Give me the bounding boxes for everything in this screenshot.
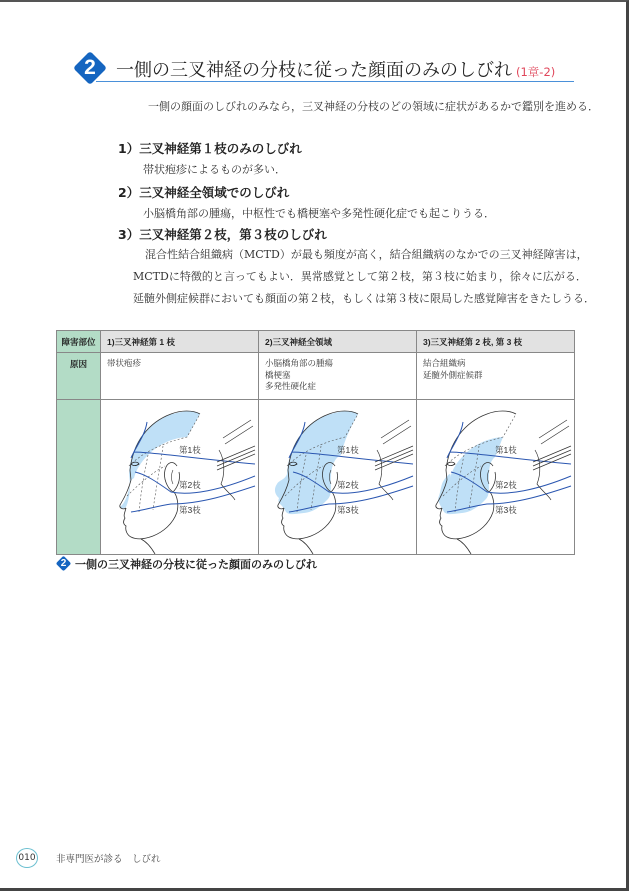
subsection-body-1: 帯状疱疹によるものが多い． [143, 163, 286, 176]
cause-label-cell: 原因 [57, 353, 101, 400]
branch-label-1: 第1枝 [179, 445, 201, 455]
subsection-heading-1: 1）三叉神経第１枝のみのしびれ [118, 141, 302, 156]
column-header-2: 2)三叉神経全領域 [259, 331, 417, 353]
cause-cell-2 [259, 353, 417, 400]
illustration-label-cell [57, 400, 101, 555]
branch-label-3: 第3枝 [495, 505, 517, 515]
subsection-body-3 [133, 244, 595, 310]
jaw-outline [153, 492, 178, 536]
cause-item: 橋梗塞 [265, 369, 291, 380]
caption-text: 一側の三叉神経の分枝に従った顔面のみのしびれ [75, 558, 317, 571]
face-illustration-branch-2-3 [417, 400, 574, 554]
cause-cell-3 [417, 353, 575, 400]
cause-item: 結合組織病 [423, 358, 466, 368]
table-row-illustrations [57, 400, 575, 555]
section-header [74, 54, 574, 84]
header-label-cell: 障害部位 [57, 331, 101, 353]
shaded-area-all-branches [275, 411, 358, 514]
book-title: 非専門医が診る しびれ [56, 854, 161, 865]
dermatome-back [153, 446, 163, 510]
paragraph-line: 混合性結合組織病（MCTD）が最も頻度が高く，結合組織病のなかでの三叉神経障害は， [145, 248, 588, 261]
section-title [116, 56, 555, 82]
column-header-1: 1)三叉神経第 1 枝 [101, 331, 259, 353]
subsection-body-2: 小脳橋角部の腫瘍，中枢性でも橋梗塞や多発性硬化症でも起こりうる． [143, 207, 495, 220]
branch-label-1: 第1枝 [337, 445, 359, 455]
section-number: 2 [84, 56, 96, 79]
column-header-3: 3)三叉神経第 2 枝, 第 3 枝 [417, 331, 575, 353]
shaded-area-branch-1 [120, 411, 200, 508]
neck-outline [141, 539, 155, 554]
cause-item: 小脳橋角部の腫瘍 [265, 358, 334, 368]
neck-outline [299, 539, 313, 554]
illustration-cell-3 [417, 400, 575, 555]
illustration-cell-2 [259, 400, 417, 555]
branch-label-3: 第3枝 [179, 505, 201, 515]
lead-paragraph: 一側の顔面のしびれのみなら，三叉神経の分枝のどの領域に症状があるかで鑑別を進める． [148, 100, 599, 113]
page-number: 010 [16, 848, 38, 868]
cause-item: 帯状疱疹 [107, 358, 142, 368]
ear-outline [164, 463, 179, 492]
table-row-causes [57, 353, 575, 400]
caption-number: 2 [60, 558, 67, 569]
face-illustration-all-branches [259, 400, 416, 554]
paragraph-line: 延髄外側症候群においても顔面の第２枝，もしくは第３枝に限局した感覚障害をきたしうる． [133, 292, 595, 305]
mouth-chin-outline [124, 508, 153, 539]
illustration-cell-1 [101, 400, 259, 555]
table-header-row [57, 331, 575, 353]
neck-outline [457, 539, 471, 554]
branch-label-2: 第2枝 [495, 480, 517, 490]
cause-cell-1 [101, 353, 259, 400]
section-reference: (1章-2) [516, 65, 556, 79]
section-title-text: 一側の三叉神経の分枝に従った顔面のみのしびれ [116, 60, 512, 81]
cause-item: 多発性硬化症 [265, 381, 317, 391]
subsection-heading-3: 3）三叉神経第２枝，第３枝のしびれ [118, 227, 327, 242]
branch-label-2: 第2枝 [179, 480, 201, 490]
cause-item: 延髄外側症候群 [423, 369, 483, 380]
subsection-heading-2: 2）三叉神経全領域でのしびれ [118, 185, 290, 200]
branch-label-1: 第1枝 [495, 445, 517, 455]
ear-inner [172, 470, 174, 484]
paragraph-line: MCTDに特徴的と言ってもよい．異常感覚として第２枝，第３枝に始まり，徐々に広がる． [133, 270, 587, 283]
branch-label-3: 第3枝 [337, 505, 359, 515]
face-illustration-branch-1 [101, 400, 258, 554]
trigeminal-figure-table [56, 330, 575, 555]
branch-label-2: 第2枝 [337, 480, 359, 490]
